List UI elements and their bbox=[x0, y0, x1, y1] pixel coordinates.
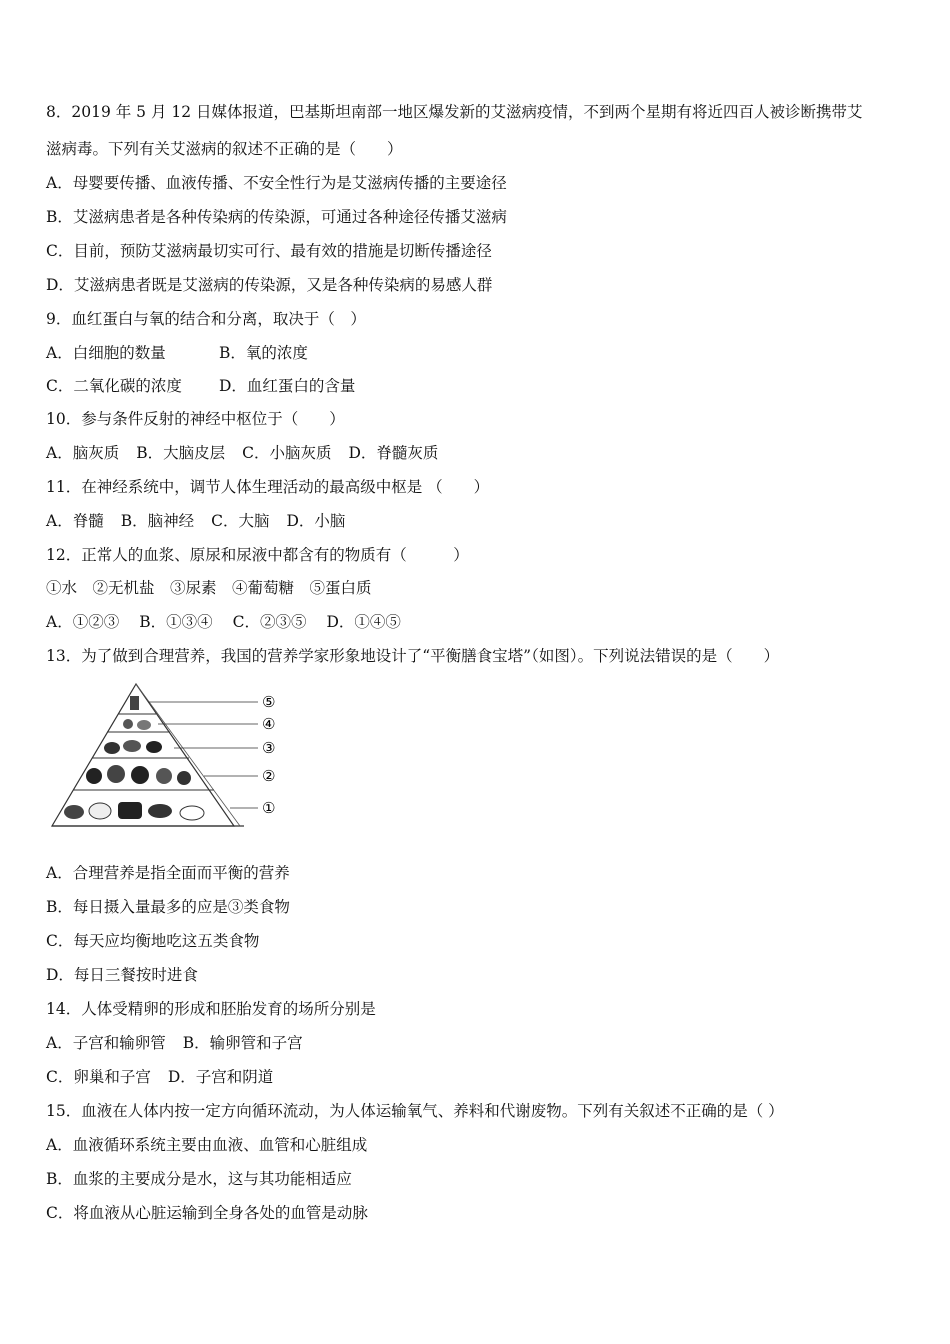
q15-option-c: C．将血液从心脏运输到全身各处的血管是动脉 bbox=[46, 1204, 368, 1222]
q9-stem: 9．血红蛋白与氧的结合和分离，取决于（ ） bbox=[46, 310, 366, 328]
q10-stem: 10．参与条件反射的神经中枢位于（ ） bbox=[46, 410, 345, 428]
q9-option-c: C．二氧化碳的浓度 bbox=[46, 377, 182, 395]
q13-option-a: A．合理营养是指全面而平衡的营养 bbox=[46, 864, 290, 882]
q15-stem: 15．血液在人体内按一定方向循环流动，为人体运输氧气、养料和代谢废物。下列有关叙述不正确的是（ ） bbox=[46, 1102, 784, 1120]
oil-bottle-icon bbox=[130, 696, 139, 710]
q13-option-d: D．每日三餐按时进食 bbox=[46, 966, 198, 984]
q12-stem: 12．正常人的血浆、原尿和尿液中都含有的物质有（ ） bbox=[46, 546, 469, 564]
q10-option-a: A．脑灰质 bbox=[46, 444, 120, 462]
q15-option-a: A．血液循环系统主要由血液、血管和心脏组成 bbox=[46, 1136, 368, 1154]
q8-option-a: A．母婴要传播、血液传播、不安全性行为是艾滋病传播的主要途径 bbox=[46, 174, 507, 192]
q10-option-c: C．小脑灰质 bbox=[242, 444, 332, 462]
q9-options-row2 bbox=[46, 376, 355, 396]
q14-option-d: D．子宫和阴道 bbox=[167, 1068, 274, 1086]
food-pyramid-figure bbox=[44, 680, 284, 830]
q10-options bbox=[46, 443, 438, 463]
bean-icon bbox=[137, 720, 151, 730]
fish-icon bbox=[123, 740, 141, 752]
q9-options-row1 bbox=[46, 343, 308, 363]
q13-stem: 13．为了做到合理营养，我国的营养学家形象地设计了“平衡膳食宝塔”（如图）。下列说法错误的是（ ） bbox=[46, 647, 780, 665]
grain-icon-2 bbox=[148, 804, 172, 818]
q11-option-b: B．脑神经 bbox=[120, 512, 195, 530]
q15-option-b: B．血浆的主要成分是水，这与其功能相适应 bbox=[46, 1170, 352, 1188]
q14-stem: 14．人体受精卵的形成和胚胎发育的场所分别是 bbox=[46, 1000, 376, 1018]
q8-option-d: D．艾滋病患者既是艾滋病的传染源，又是各种传染病的易感人群 bbox=[46, 276, 493, 294]
q12-options bbox=[46, 612, 401, 632]
rice-bowl-icon bbox=[89, 803, 111, 819]
tier-label-4: ④ bbox=[262, 715, 276, 733]
q11-option-a: A．脊髓 bbox=[46, 512, 104, 530]
noodle-bowl-icon bbox=[180, 806, 204, 820]
bread-icon bbox=[64, 805, 84, 819]
q12-items: ①水 ②无机盐 ③尿素 ④葡萄糖 ⑤蛋白质 bbox=[46, 579, 372, 597]
q14-option-c: C．卵巢和子宫 bbox=[46, 1068, 151, 1086]
q11-option-d: D．小脑 bbox=[286, 512, 346, 530]
q13-option-c: C．每天应均衡地吃这五类食物 bbox=[46, 932, 260, 950]
vegetable-icon-1 bbox=[86, 768, 102, 784]
q8-stem-line1: 8．2019 年 5 月 12 日媒体报道，巴基斯坦南部一地区爆发新的艾滋病疫情，不到两个星期有将近四百人被诊断携带艾 bbox=[46, 103, 863, 121]
q12-option-a: A．①②③ bbox=[46, 613, 120, 631]
q14-option-a: A．子宫和输卵管 bbox=[46, 1034, 166, 1052]
q12-option-c: C．②③⑤ bbox=[232, 613, 307, 631]
q8-option-c: C．目前，预防艾滋病最切实可行、最有效的措施是切断传播途径 bbox=[46, 242, 492, 260]
q11-stem: 11．在神经系统中，调节人体生理活动的最高级中枢是 （ ） bbox=[46, 478, 490, 496]
grain-icon-1 bbox=[118, 802, 142, 819]
q14-options-row2 bbox=[46, 1067, 273, 1087]
q14-options-row1 bbox=[46, 1033, 303, 1053]
q8-stem-line2: 滋病毒。下列有关艾滋病的叙述不正确的是（ ） bbox=[46, 140, 403, 158]
q11-option-c: C．大脑 bbox=[211, 512, 270, 530]
tier-label-3: ③ bbox=[262, 739, 276, 757]
q9-option-d: D．血红蛋白的含量 bbox=[219, 377, 356, 395]
q8-option-b: B．艾滋病患者是各种传染病的传染源，可通过各种途径传播艾滋病 bbox=[46, 208, 507, 226]
q9-option-a: A．白细胞的数量 bbox=[46, 344, 166, 362]
egg-icon bbox=[146, 741, 162, 753]
q13-option-b: B．每日摄入量最多的应是③类食物 bbox=[46, 898, 290, 916]
pyramid-side-line bbox=[136, 684, 240, 826]
vegetable-icon-2 bbox=[107, 765, 125, 783]
q9-option-b: B．氧的浓度 bbox=[219, 344, 308, 362]
tier-label-1: ① bbox=[262, 799, 276, 817]
q14-option-b: B．输卵管和子宫 bbox=[182, 1034, 303, 1052]
fruit-icon-1 bbox=[131, 766, 149, 784]
q11-options bbox=[46, 511, 345, 531]
fruit-icon-3 bbox=[177, 771, 191, 785]
tier-label-2: ② bbox=[262, 767, 276, 785]
pyramid-outline bbox=[52, 684, 234, 826]
fruit-icon-2 bbox=[156, 768, 172, 784]
q12-option-d: D．①④⑤ bbox=[326, 613, 401, 631]
tier-label-5: ⑤ bbox=[262, 693, 276, 711]
q10-option-b: B．大脑皮层 bbox=[136, 444, 226, 462]
meat-icon bbox=[104, 742, 120, 754]
milk-icon bbox=[123, 719, 133, 729]
q12-option-b: B．①③④ bbox=[139, 613, 213, 631]
q10-option-d: D．脊髓灰质 bbox=[348, 444, 439, 462]
